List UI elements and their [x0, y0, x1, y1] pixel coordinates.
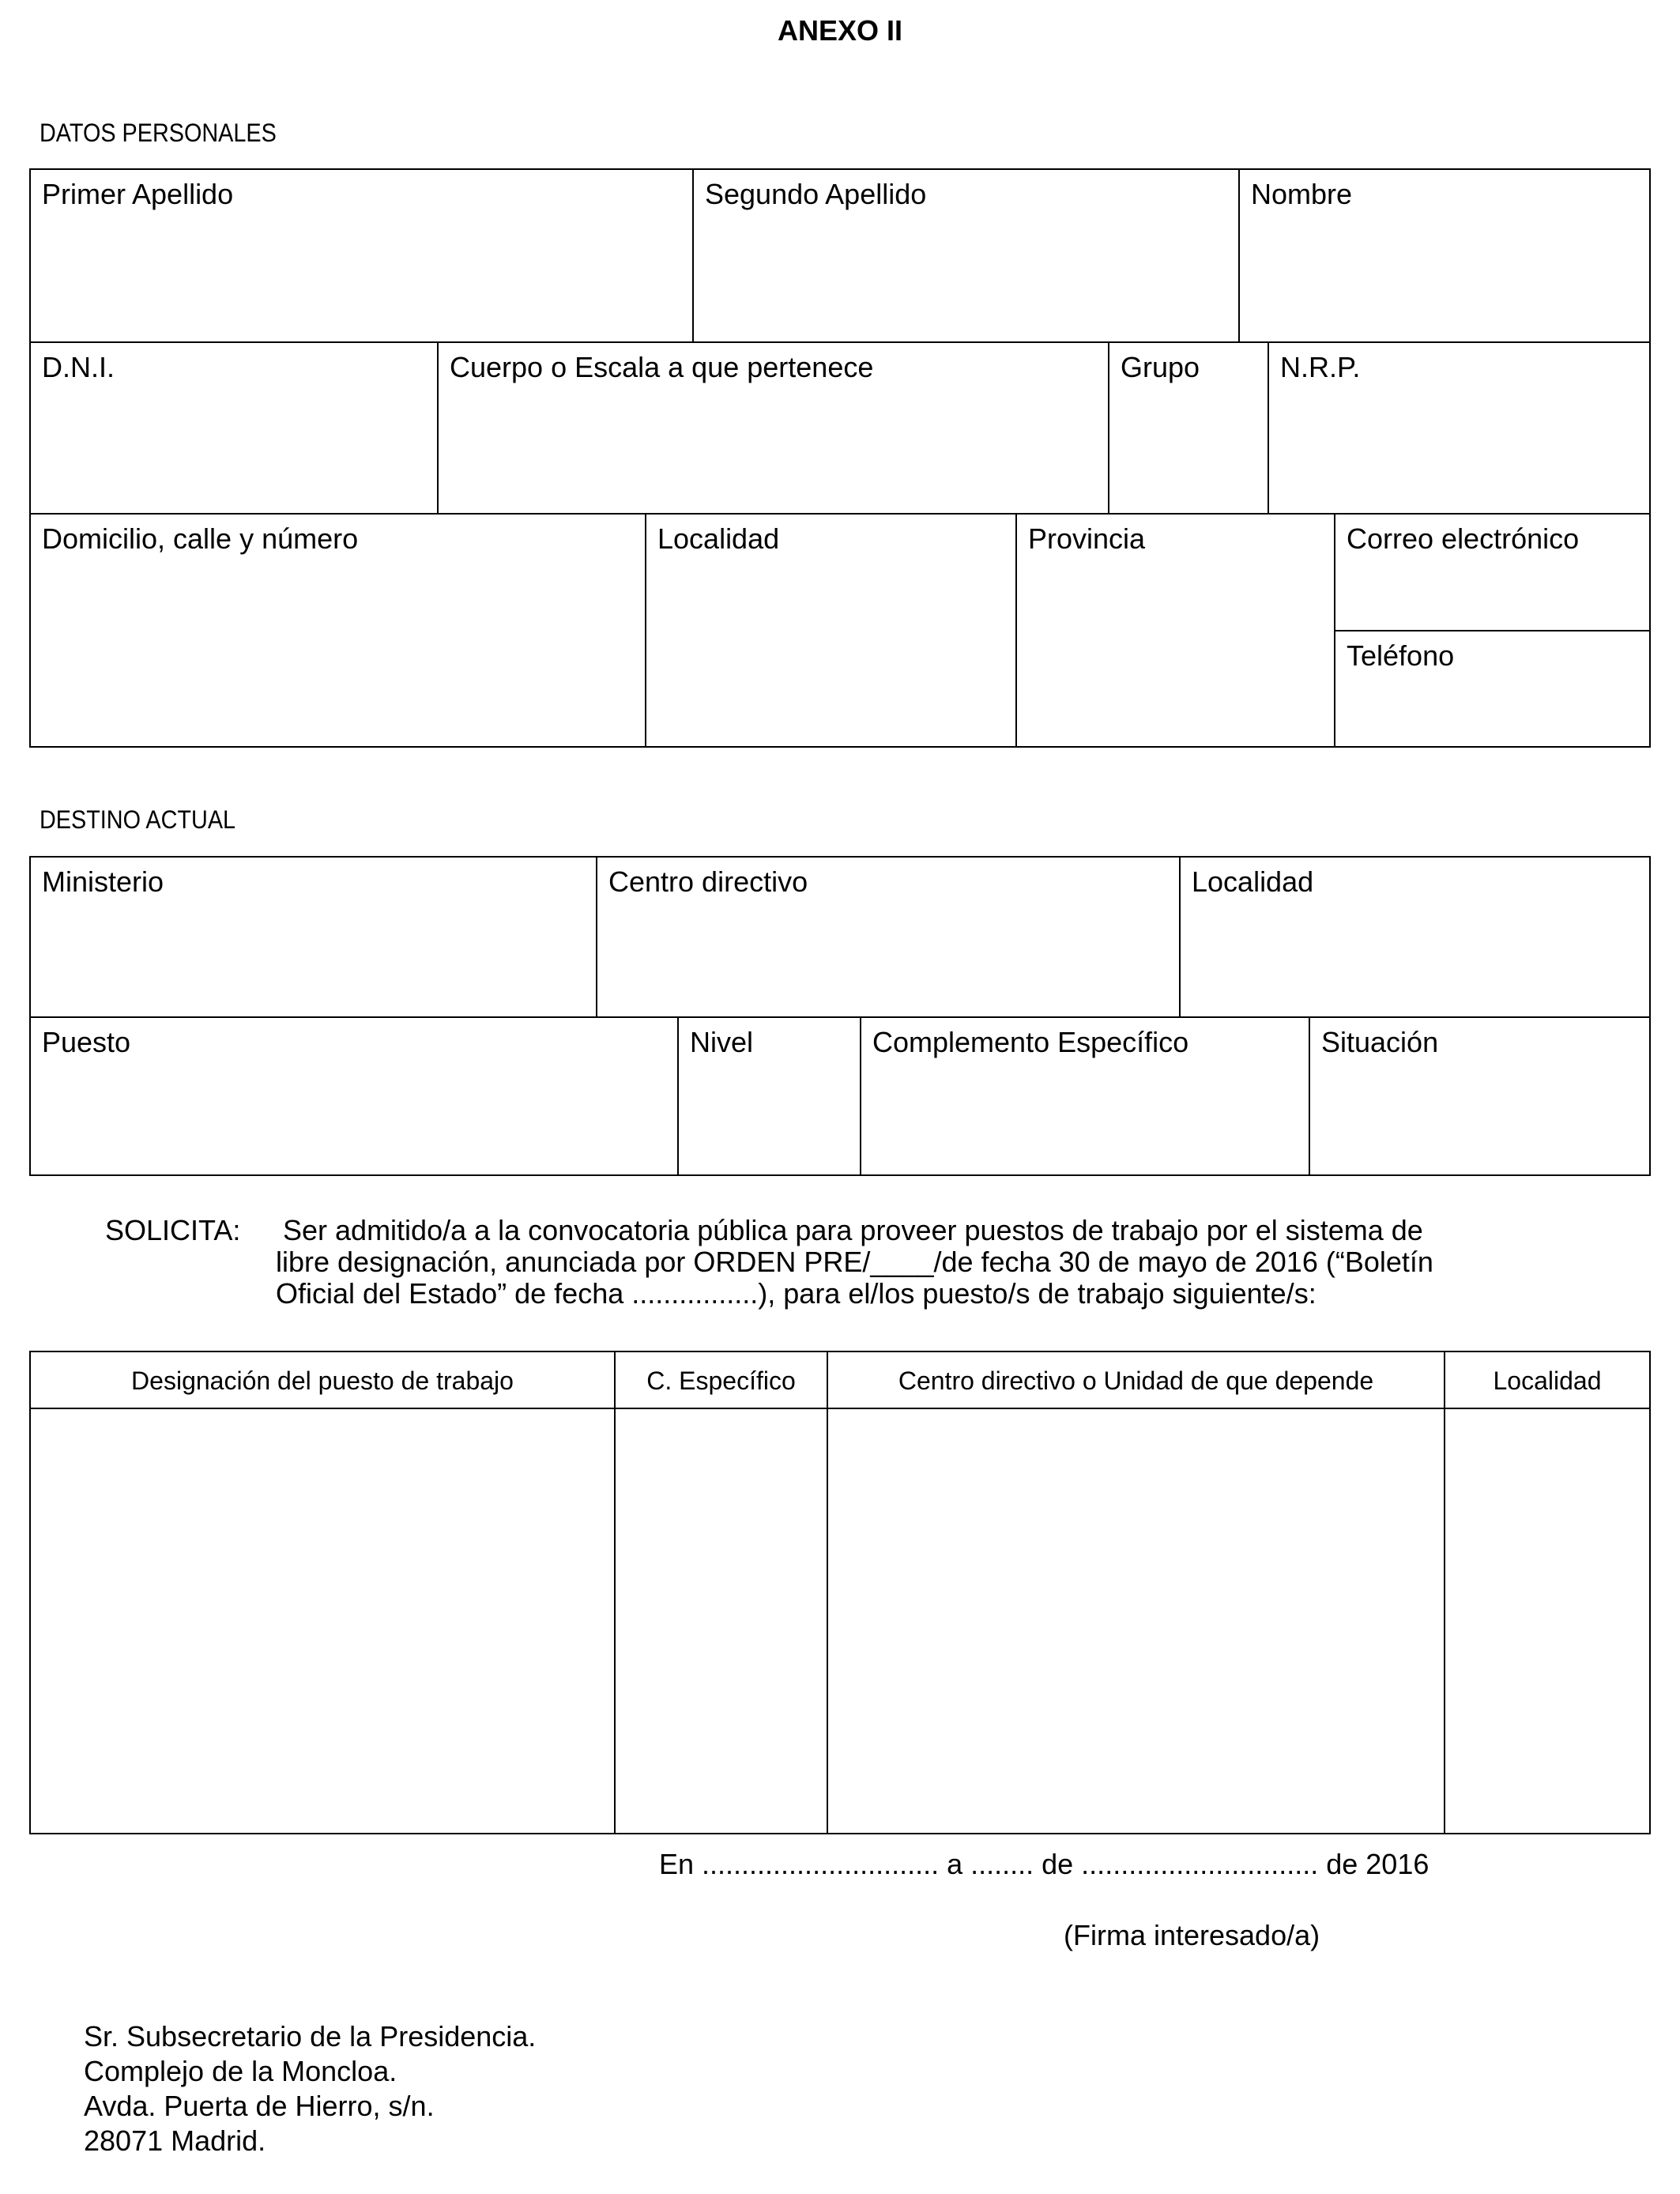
field-label: N.R.P. [1280, 351, 1361, 383]
table-row [31, 343, 1649, 515]
page-title: ANEXO II [777, 14, 903, 47]
field-label: Complemento Específico [872, 1026, 1189, 1058]
domicilio-field[interactable] [31, 515, 646, 746]
puestos-table [29, 1351, 1651, 1834]
destinatario-line-1: Sr. Subsecretario de la Presidencia. [84, 2020, 537, 2053]
table-row [31, 858, 1649, 1018]
section-heading-datos-personales: DATOS PERSONALES [40, 119, 277, 147]
solicita-text-line-1: Ser admitido/a a la convocatoria pública para proveer puestos de trabajo por el sistema de [283, 1214, 1423, 1246]
table-row [31, 1018, 1649, 1174]
solicita-label: SOLICITA: [105, 1214, 241, 1246]
localidad-destino-field[interactable] [1181, 858, 1649, 1016]
grupo-field[interactable] [1109, 343, 1269, 513]
designacion-input-cell[interactable] [31, 1409, 616, 1833]
destino-actual-table [29, 856, 1651, 1176]
puesto-field[interactable] [31, 1018, 679, 1174]
field-label: Teléfono [1347, 639, 1455, 672]
field-label: Grupo [1121, 351, 1200, 383]
table-row [31, 515, 1649, 746]
field-label: Provincia [1028, 522, 1146, 555]
telefono-field[interactable] [1335, 631, 1649, 746]
field-label: Primer Apellido [42, 178, 234, 210]
destinatario-line-2: Complejo de la Moncloa. [84, 2055, 397, 2087]
nombre-field[interactable] [1240, 170, 1649, 341]
cuerpo-escala-field[interactable] [439, 343, 1109, 513]
column-header-localidad: Localidad [1493, 1366, 1602, 1395]
field-label: Ministerio [42, 865, 164, 898]
ministerio-field[interactable] [31, 858, 597, 1016]
section-heading-destino-actual: DESTINO ACTUAL [40, 805, 236, 834]
fecha-line: En .............................. a ........ de .............................. de 2016 [659, 1848, 1430, 1880]
primer-apellido-field[interactable] [31, 170, 694, 341]
centro-directivo-input-cell[interactable] [828, 1409, 1445, 1833]
column-header-c-especifico: C. Específico [616, 1352, 828, 1409]
localidad-input-cell[interactable] [1445, 1409, 1649, 1833]
table-row [31, 170, 1649, 343]
field-label: Localidad [1192, 865, 1314, 898]
situacion-field[interactable] [1310, 1018, 1649, 1174]
field-label: Situación [1321, 1026, 1439, 1058]
column-header-centro-directivo: Centro directivo o Unidad de que depende [828, 1352, 1445, 1409]
nivel-field[interactable] [679, 1018, 861, 1174]
provincia-field[interactable] [1017, 515, 1335, 746]
segundo-apellido-field[interactable] [694, 170, 1240, 341]
centro-directivo-field[interactable] [597, 858, 1181, 1016]
complemento-especifico-field[interactable] [861, 1018, 1310, 1174]
column-header-designacion: Designación del puesto de trabajo [31, 1352, 616, 1409]
nrp-field[interactable] [1269, 343, 1649, 513]
field-label: Puesto [42, 1026, 131, 1058]
destinatario-line-4: 28071 Madrid. [84, 2124, 266, 2157]
correo-electronico-field[interactable] [1335, 515, 1649, 631]
datos-personales-table [29, 168, 1651, 748]
solicita-text-line-3: Oficial del Estado” de fecha ................), para el/los puesto/s de trabajo siguiente/s: [276, 1277, 1317, 1310]
field-label: Centro directivo [608, 865, 808, 898]
field-label: Localidad [657, 522, 780, 555]
c-especifico-input-cell[interactable] [616, 1409, 828, 1833]
field-label: Nombre [1251, 178, 1353, 210]
localidad-field[interactable] [646, 515, 1017, 746]
dni-field[interactable] [31, 343, 439, 513]
field-label: Nivel [690, 1026, 754, 1058]
contacto-cell [1335, 515, 1649, 746]
destinatario-line-3: Avda. Puerta de Hierro, s/n. [84, 2090, 435, 2122]
field-label: Cuerpo o Escala a que pertenece [450, 351, 874, 383]
solicita-text-line-2: libre designación, anunciada por ORDEN PRE/____/de fecha 30 de mayo de 2016 (“Boletín [276, 1246, 1433, 1278]
field-label: Correo electrónico [1347, 522, 1580, 555]
firma-label: (Firma interesado/a) [1064, 1919, 1320, 1951]
field-label: Segundo Apellido [705, 178, 927, 210]
field-label: Domicilio, calle y número [42, 522, 359, 555]
field-label: D.N.I. [42, 351, 115, 383]
